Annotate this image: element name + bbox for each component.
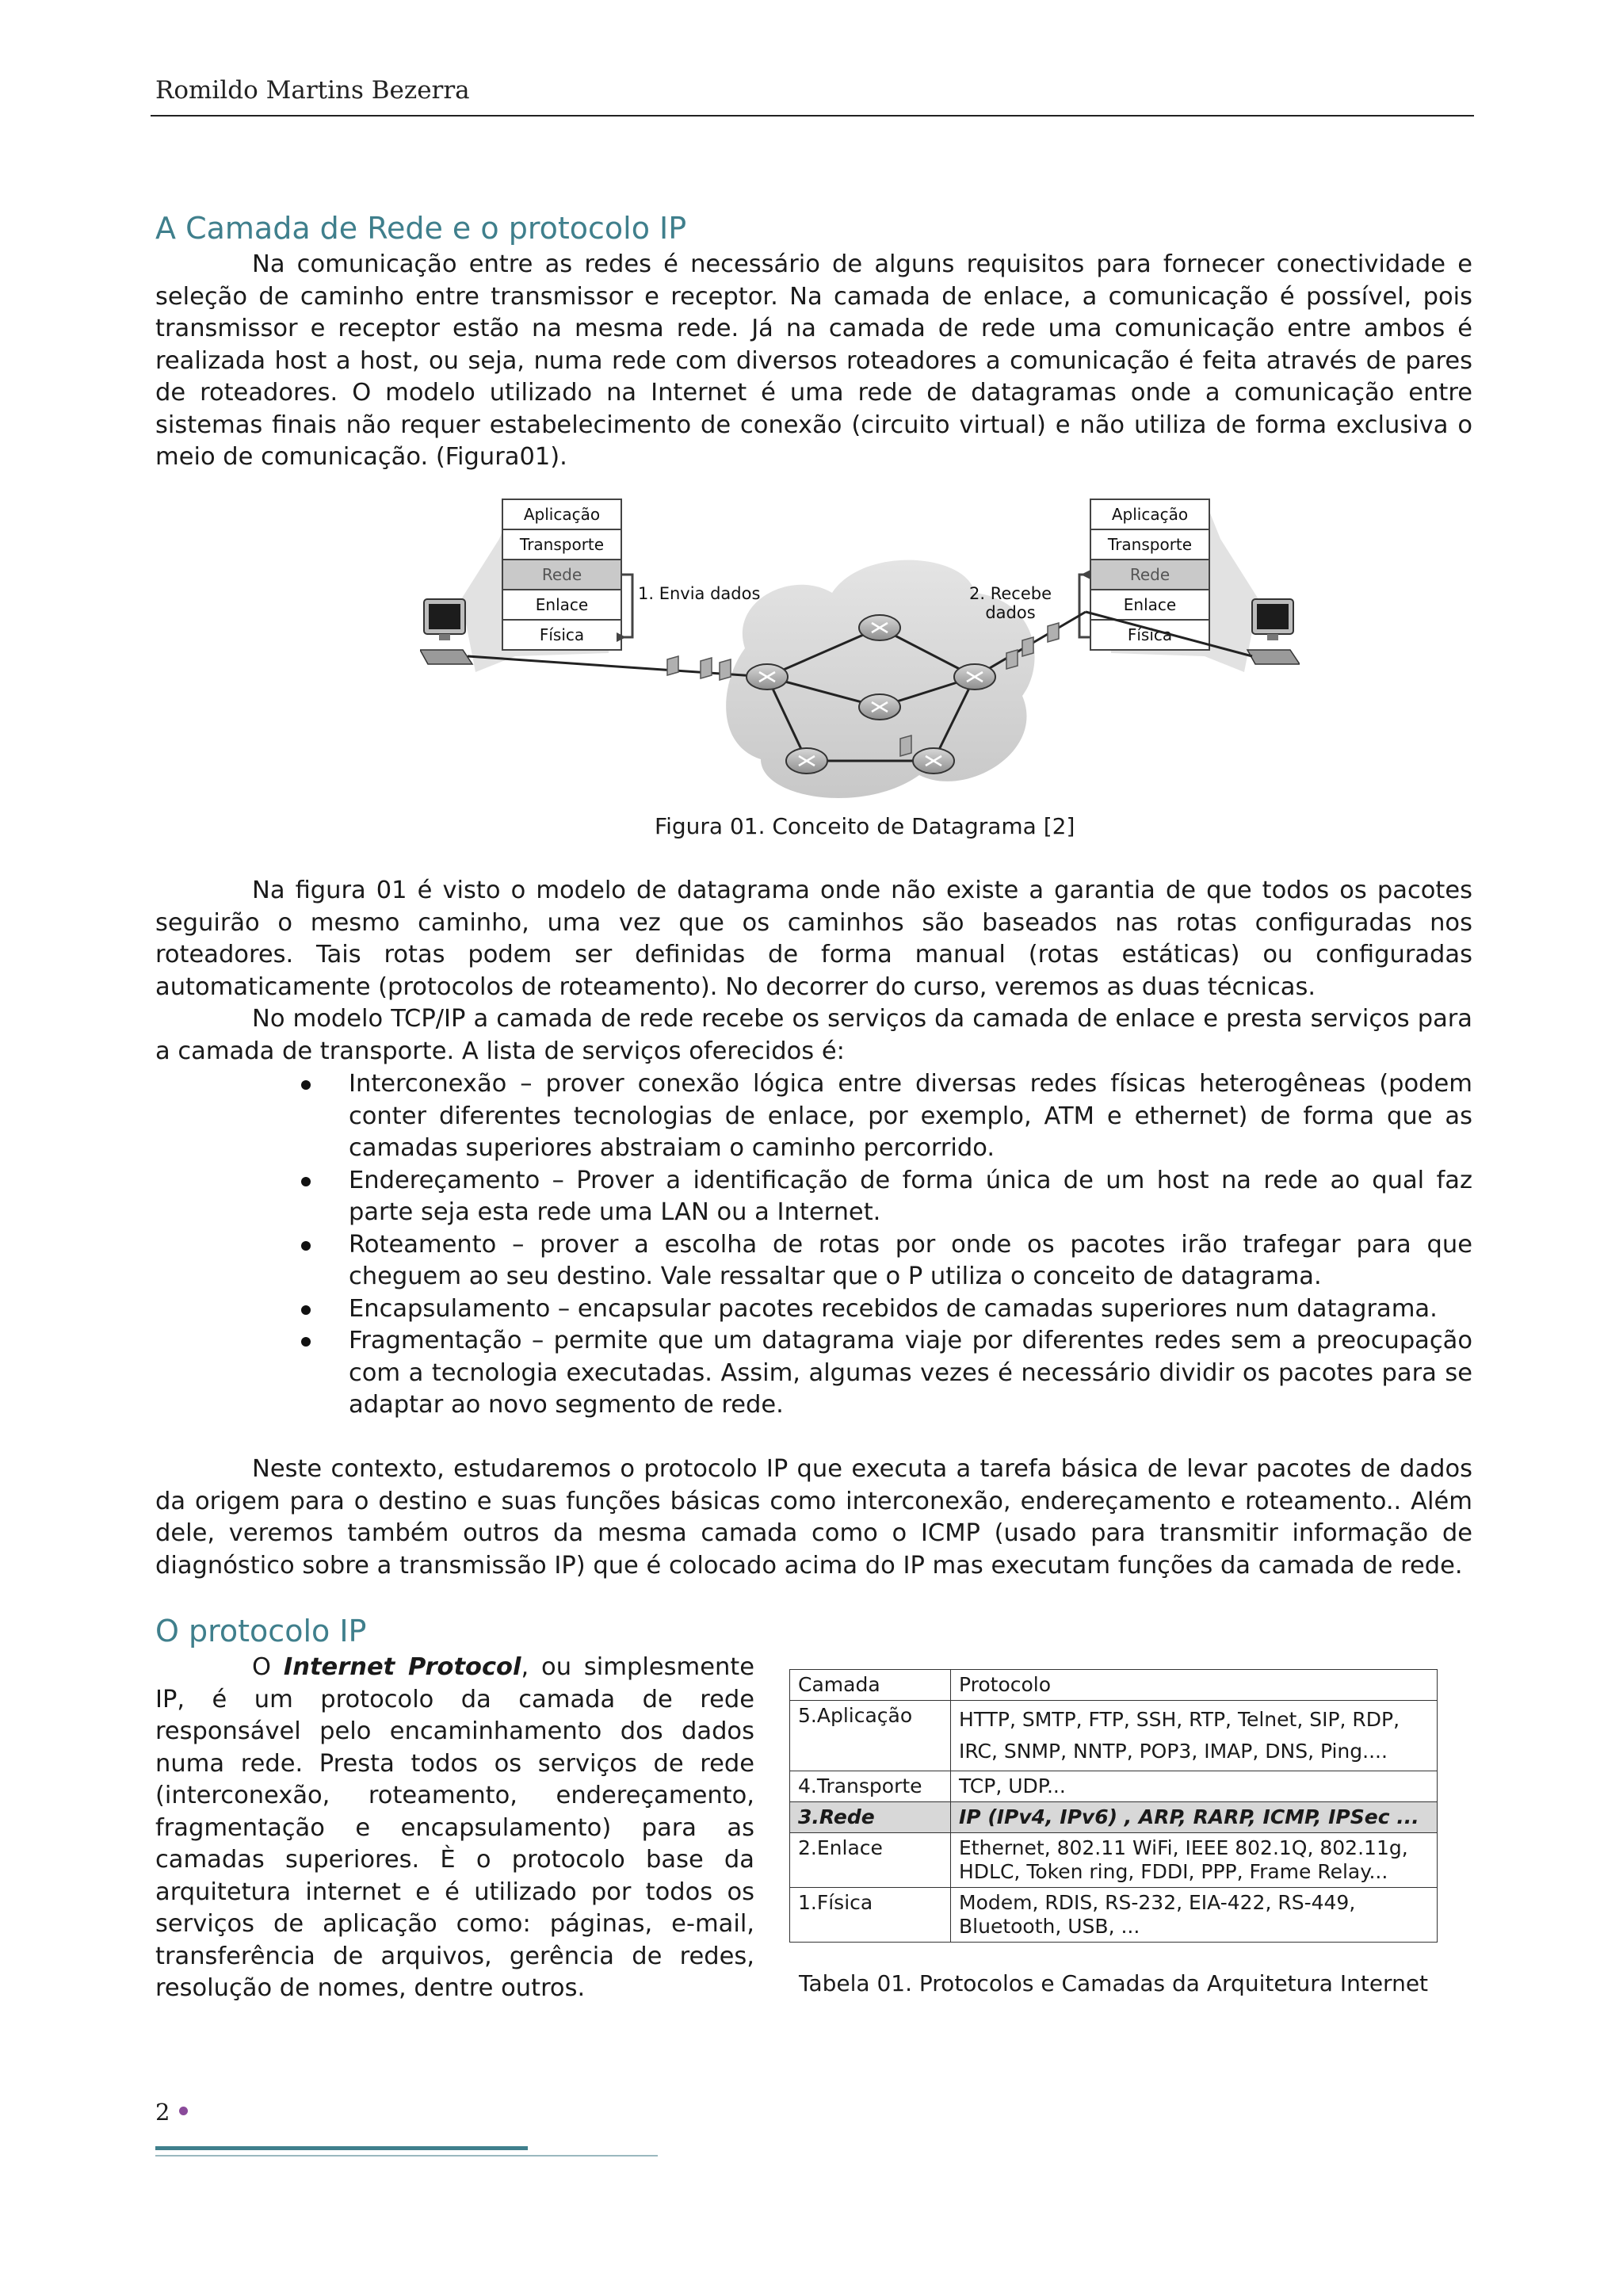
left-layer-transporte: Transporte xyxy=(519,535,605,554)
left-layer-enlace: Enlace xyxy=(535,595,589,614)
table-cell-protocols: TCP, UDP... xyxy=(951,1771,1438,1802)
list-item xyxy=(301,1068,1472,1165)
table-header-row xyxy=(790,1670,1438,1701)
table-cell-protocols: Ethernet, 802.11 WiFi, IEEE 802.1Q, 802.11g, HDLC, Token ring, FDDI, PPP, Frame Relay... xyxy=(951,1833,1438,1888)
table-row xyxy=(790,1888,1438,1943)
right-layer-stack xyxy=(1090,499,1209,650)
table-row xyxy=(790,1771,1438,1802)
left-layer-rede: Rede xyxy=(541,565,582,584)
table-cell-layer: 4.Transporte xyxy=(790,1771,951,1802)
section-title-protocolo-ip: O protocolo IP xyxy=(155,1614,367,1648)
receive-arrow-icon xyxy=(1079,575,1090,637)
left-computer-icon xyxy=(420,599,472,664)
paragraph-context: Neste contexto, estudaremos o protocolo IP que executa a tarefa básica de levar pacotes de dados da origem para o destino e suas funções básicas como interconexão, endereçamento e roteamento.. Além dele, veremos também outros da mesma camada como o ICMP (usado para transmitir informação de diagnóstico sobre a transmissão IP) que é colocado acima do IP mas executam funções da camada de rede. xyxy=(155,1455,1472,1580)
list-item xyxy=(301,1165,1472,1229)
table-row-highlighted xyxy=(790,1802,1438,1833)
service-interconexao: Interconexão – prover conexão lógica entre diversas redes físicas heterogêneas (podem conter diferentes tecnologias de enlace, por exemplo, ATM e ethernet) de forma que as camadas superiores abstraiam o caminho percorrido. xyxy=(349,1070,1472,1162)
table-cell-layer: 3.Rede xyxy=(790,1802,951,1833)
table-header-cell: Protocolo xyxy=(951,1670,1438,1701)
table-cell-protocols: HTTP, SMTP, FTP, SSH, RTP, Telnet, SIP, RDP, IRC, SNMP, NNTP, POP3, IMAP, DNS, Ping.... xyxy=(951,1701,1438,1771)
list-item xyxy=(301,1293,1472,1326)
ip-para-rest: , ou simplesmente IP, é um protocolo da camada de rede responsável pelo encaminhamento dos dados numa rede. Presta todos os serviços de rede (interconexão, roteamento, endereçamento, fragmentação e encapsulamento) para as camadas superiores. È o protocolo base da arquitetura internet e é utilizado por todos os serviços de aplicação como: páginas, e-mail, transferência de arquivos, gerência de redes, resolução de nomes, dentre outros. xyxy=(155,1653,755,2002)
service-roteamento: Roteamento – prover a escolha de rotas por onde os pacotes irão trafegar para que cheguem ao seu destino. Vale ressaltar que o P utiliza o conceito de datagrama. xyxy=(349,1230,1472,1290)
section-title-camada-de-rede: A Camada de Rede e o protocolo IP xyxy=(155,211,687,246)
header-rule xyxy=(151,115,1474,117)
right-layer-fisica: Física xyxy=(1127,625,1173,644)
bullet-icon xyxy=(301,1080,311,1090)
table-cell-layer: 1.Física xyxy=(790,1888,951,1943)
paragraph-datagram-model: Na figura 01 é visto o modelo de datagrama onde não existe a garantia de que todos os pacotes seguirão o mesmo caminho, uma vez que os caminhos são baseados nas rotas configuradas nos roteadores. Tais rotas podem ser definidas de forma manual (rotas estáticas) ou configuradas automaticamente (protocolos de roteamento). No decorrer do curso, veremos as duas técnicas. xyxy=(155,877,1472,1001)
page-number: 2 xyxy=(155,2099,170,2126)
list-item xyxy=(301,1229,1472,1293)
table-header-cell: Camada xyxy=(790,1670,951,1701)
intro-paragraph: Na comunicação entre as redes é necessário de alguns requisitos para fornecer conectividade e seleção de caminho entre transmissor e receptor. Na camada de enlace, a comunicação é possível, pois transmissor e receptor estão na mesma rede. Já na camada de rede uma comunicação entre ambos é realizada host a host, ou seja, numa rede com diversos roteadores a comunicação é feita através de pares de roteadores. O modelo utilizado na Internet é uma rede de datagramas onde a comunicação entre sistemas finais não requer estabelecimento de conexão (circuito virtual) e não utiliza de forma exclusiva o meio de comunicação. (Figura01). xyxy=(155,250,1472,471)
footer-rule xyxy=(155,2146,528,2150)
left-layer-fisica: Física xyxy=(539,625,585,644)
protocol-layers-table xyxy=(789,1669,1438,1943)
table-cell-protocols: Modem, RDIS, RS-232, EIA-422, RS-449, Bluetooth, USB, ... xyxy=(951,1888,1438,1943)
ip-para-start: O xyxy=(252,1653,284,1681)
right-layer-enlace: Enlace xyxy=(1123,595,1177,614)
right-layer-aplicacao: Aplicação xyxy=(1111,505,1189,524)
services-list xyxy=(301,1068,1472,1422)
footer-rule-thin xyxy=(155,2155,658,2157)
service-encapsulamento: Encapsulamento – encapsular pacotes recebidos de camadas superiores num datagrama. xyxy=(349,1294,1438,1323)
figure-caption: Figura 01. Conceito de Datagrama [2] xyxy=(655,813,1075,839)
paragraph-tcpip-model: No modelo TCP/IP a camada de rede recebe os serviços da camada de enlace e presta serviços para a camada de transporte. A lista de serviços oferecidos é: xyxy=(155,1005,1472,1065)
table-cell-layer: 5.Aplicação xyxy=(790,1701,951,1771)
datagram-figure xyxy=(420,498,1300,812)
table-caption: Tabela 01. Protocolos e Camadas da Arquitetura Internet xyxy=(799,1970,1429,1996)
right-layer-rede: Rede xyxy=(1129,565,1170,584)
ip-para-bold: Internet Protocol xyxy=(283,1653,521,1681)
left-layer-stack xyxy=(502,499,621,650)
label-receive-line1: 2. Recebe xyxy=(969,584,1052,603)
label-receive-line2: dados xyxy=(985,603,1036,622)
table-row xyxy=(790,1701,1438,1771)
left-layer-aplicacao: Aplicação xyxy=(523,505,601,524)
header-author: Romildo Martins Bezerra xyxy=(155,76,470,105)
service-fragmentacao: Fragmentação – permite que um datagrama viaje por diferentes redes sem a preocupação com a tecnologia executadas. Assim, algumas vezes é necessário dividir os pacotes para se adaptar ao novo segmento de rede. xyxy=(349,1327,1472,1419)
bullet-icon xyxy=(301,1241,311,1251)
page-dot-icon xyxy=(179,2107,188,2115)
service-enderecamento: Endereçamento – Prover a identificação de forma única de um host na rede ao qual faz parte seja esta rede uma LAN ou a Internet. xyxy=(349,1166,1472,1226)
table-row xyxy=(790,1833,1438,1888)
paragraph-internet-protocol xyxy=(155,1652,754,2005)
send-arrow-icon xyxy=(621,575,632,637)
bullet-icon xyxy=(301,1337,311,1347)
right-computer-icon xyxy=(1247,599,1300,664)
table-cell-layer: 2.Enlace xyxy=(790,1833,951,1888)
list-item xyxy=(301,1325,1472,1422)
table-cell-protocols: IP (IPv4, IPv6) , ARP, RARP, ICMP, IPSec ... xyxy=(951,1802,1438,1833)
bullet-icon xyxy=(301,1305,311,1315)
right-layer-transporte: Transporte xyxy=(1107,535,1193,554)
bullet-icon xyxy=(301,1177,311,1186)
label-send-data: 1. Envia dados xyxy=(638,584,761,603)
